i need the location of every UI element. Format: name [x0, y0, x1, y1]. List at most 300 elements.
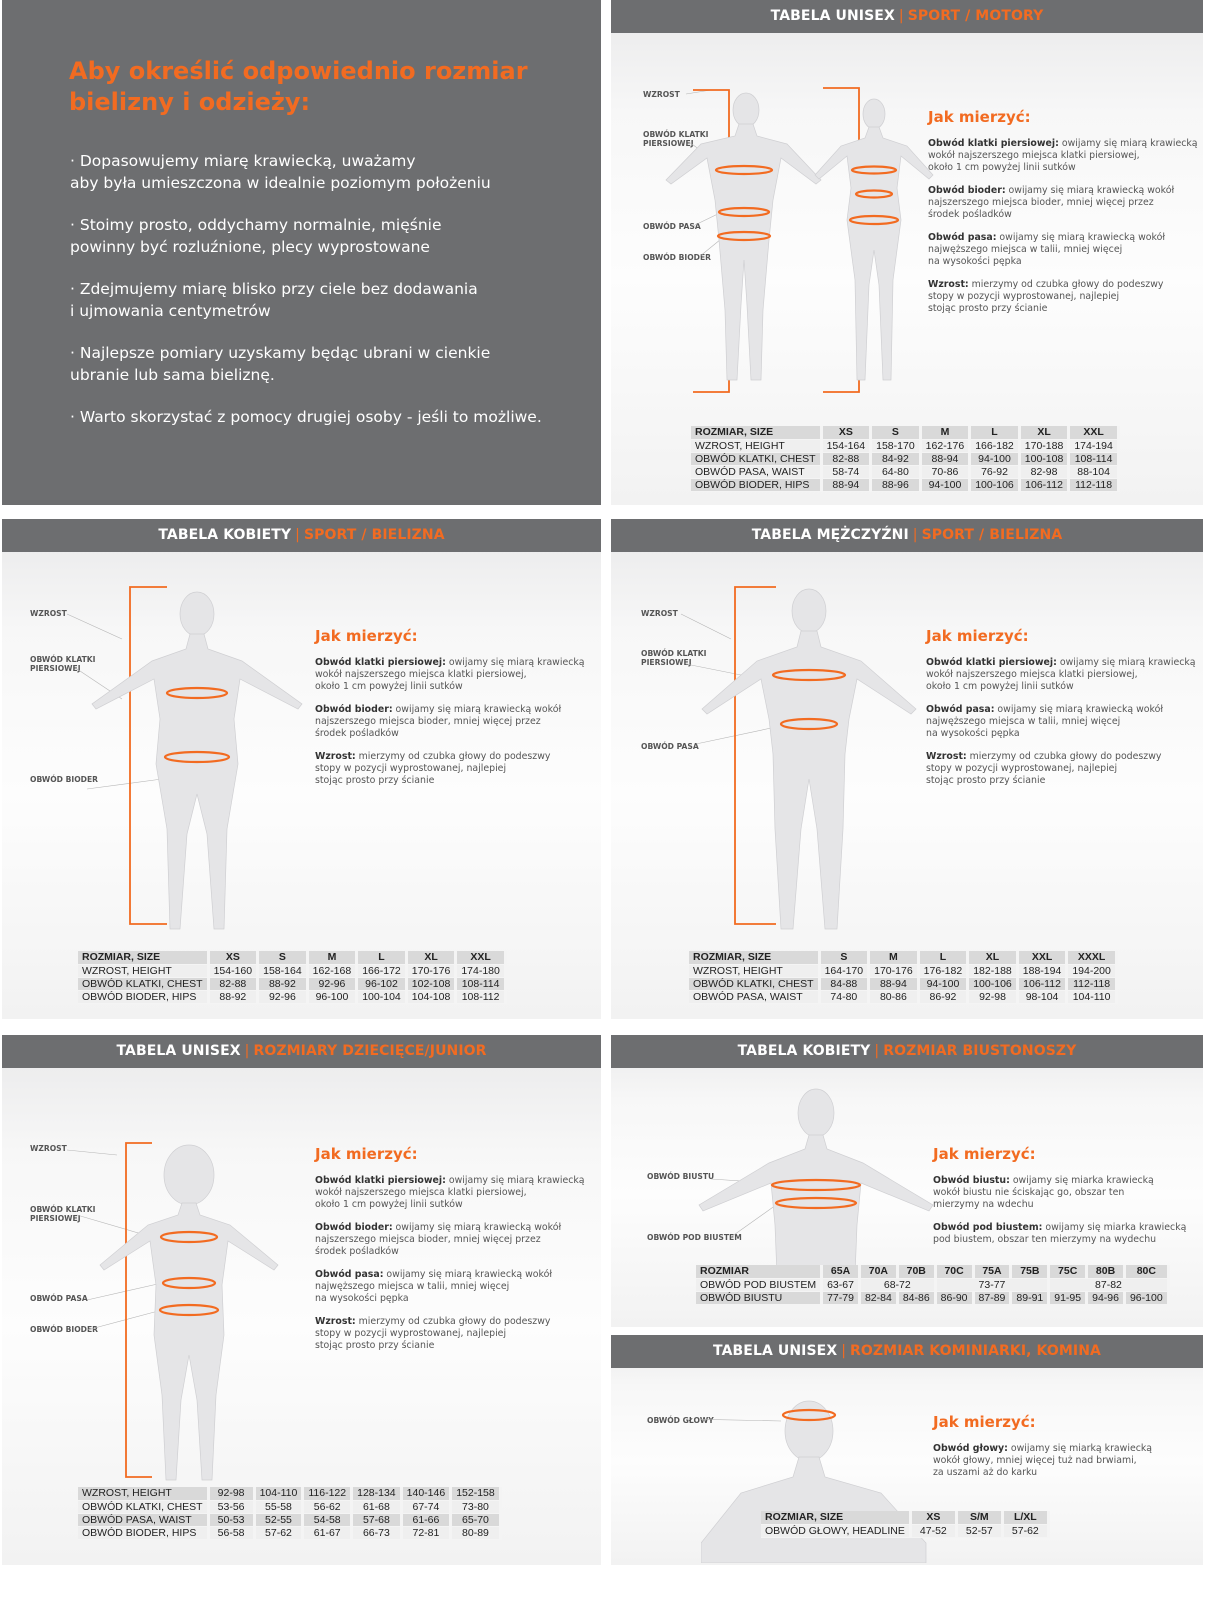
- table-cell: 100-106: [970, 478, 1020, 491]
- waist-instruction: [928, 232, 1198, 268]
- table-cell: 154-160: [208, 964, 258, 977]
- table-cell: 158-164: [258, 964, 308, 977]
- table-cell: 56-58: [208, 1526, 254, 1539]
- row-label: WZROST, HEIGHT: [691, 439, 821, 452]
- row-label: OBWÓD BIUSTU: [696, 1291, 822, 1304]
- table-row: [696, 1278, 1168, 1291]
- table-cell: 50-53: [208, 1513, 254, 1526]
- table-cell: L: [970, 426, 1020, 439]
- how-to-measure: [315, 1145, 585, 1363]
- table-cell: 73-80: [451, 1500, 501, 1513]
- table-cell: 96-100: [307, 990, 357, 1003]
- bra-panel: [611, 1035, 1203, 1327]
- unisex-sport-panel: [611, 0, 1203, 505]
- hips-term: Obwód bioder:: [315, 1222, 393, 1233]
- header-separator: |: [841, 1343, 847, 1359]
- table-cell: 65-70: [451, 1513, 501, 1526]
- woman-mannequin-figure: [2, 579, 312, 954]
- bust-instruction: [933, 1175, 1198, 1211]
- panel-header: [611, 519, 1203, 552]
- table-cell: S: [871, 426, 921, 439]
- panel-header: [611, 1335, 1203, 1368]
- table-cell: 55-58: [254, 1500, 303, 1513]
- header-title: TABELA UNISEX: [116, 1043, 241, 1059]
- table-cell: 166-182: [970, 439, 1020, 452]
- table-cell: 75C: [1049, 1265, 1087, 1278]
- table-cell: 65A: [822, 1265, 860, 1278]
- chest-text: owijamy się miarą krawiecką wokół najszerszego miejsca klatki piersiowej, około 1 cm powyżej linii sutków: [315, 657, 585, 692]
- table-cell: 70-86: [920, 465, 970, 478]
- row-label: OBWÓD KLATKI, CHEST: [78, 1500, 208, 1513]
- table-cell: 92-98: [968, 990, 1018, 1003]
- how-title: Jak mierzyć:: [926, 627, 1029, 645]
- men-sport-panel: [611, 519, 1203, 1019]
- chest-text: owijamy się miarą krawiecką wokół najszerszego miejsca klatki piersiowej, około 1 cm powyżej linii sutków: [928, 138, 1198, 173]
- row-label: OBWÓD KLATKI, CHEST: [691, 452, 821, 465]
- table-cell: 106-112: [1017, 977, 1067, 990]
- label-chest: OBWÓD KLATKI PIERSIOWEJ: [641, 649, 707, 667]
- table-row: [689, 977, 1116, 990]
- table-cell: 88-104: [1069, 465, 1119, 478]
- header-separator: |: [244, 1043, 250, 1059]
- table-cell: XL: [406, 951, 456, 964]
- table-cell: 112-118: [1069, 478, 1119, 491]
- table-cell: 61-68: [352, 1500, 402, 1513]
- bust-mannequin-figure: [671, 1075, 951, 1275]
- mannequin-pair-figure: [611, 80, 941, 410]
- table-row: [696, 1291, 1168, 1304]
- label-chest: OBWÓD KLATKI PIERSIOWEJ: [30, 655, 96, 673]
- table-cell: 170-188: [1019, 439, 1069, 452]
- table-cell: 57-62: [1002, 1524, 1048, 1537]
- table-cell: 100-106: [968, 977, 1018, 990]
- intro-title: Aby określić odpowiednio rozmiar bielizny i odzieży:: [69, 57, 528, 116]
- table-cell: 104-108: [406, 990, 456, 1003]
- bra-size-table: [696, 1265, 1170, 1305]
- head-term: Obwód głowy:: [933, 1443, 1008, 1454]
- table-header-row: [696, 1265, 1168, 1278]
- table-cell: 158-170: [871, 439, 921, 452]
- table-cell: M: [869, 951, 919, 964]
- women-sport-panel: [2, 519, 601, 1019]
- chest-instruction: [926, 657, 1196, 693]
- table-cell: 88-94: [821, 478, 871, 491]
- table-row: [691, 465, 1118, 478]
- table-cell: 88-92: [258, 977, 308, 990]
- label-chest: OBWÓD KLATKI PIERSIOWEJ: [643, 130, 709, 148]
- bust-text: owijamy się miarka krawiecką wokół biustu nie ściskając go, obszar ten mierzymy na wdechu: [933, 1175, 1154, 1210]
- table-cell: 86-92: [918, 990, 968, 1003]
- height-instruction: [928, 279, 1198, 315]
- how-to-measure: [928, 108, 1198, 326]
- table-cell: 66-73: [352, 1526, 402, 1539]
- table-cell: 92-96: [307, 977, 357, 990]
- intro-panel: [2, 0, 601, 505]
- table-cell: 152-158: [451, 1487, 501, 1500]
- table-cell: 182-188: [968, 964, 1018, 977]
- tip-item: · Dopasowujemy miarę krawiecką, uważamy aby była umieszczona w idealnie poziomym położeniu: [70, 152, 491, 192]
- header-title: TABELA KOBIETY: [737, 1043, 871, 1059]
- table-cell: 98-104: [1017, 990, 1067, 1003]
- bust-term: Obwód biustu:: [933, 1175, 1010, 1186]
- chest-instruction: [315, 1175, 585, 1211]
- row-label: ROZMIAR: [696, 1265, 822, 1278]
- table-cell: 128-134: [352, 1487, 402, 1500]
- table-cell: 54-58: [303, 1513, 352, 1526]
- chest-term: Obwód klatki piersiowej:: [928, 138, 1059, 149]
- chest-text: owijamy się miarą krawiecką wokół najszerszego miejsca klatki piersiowej, około 1 cm powyżej linii sutków: [315, 1175, 585, 1210]
- table-cell: 106-112: [1019, 478, 1069, 491]
- hips-text: owijamy się miarą krawiecką wokół najszerszego miejsca bioder, mniej więcej przez środek pośladków: [315, 704, 562, 739]
- table-cell: 96-100: [1124, 1291, 1168, 1304]
- panel-header: [611, 1035, 1203, 1068]
- table-cell: 67-74: [401, 1500, 451, 1513]
- how-title: Jak mierzyć:: [933, 1413, 1036, 1431]
- chest-term: Obwód klatki piersiowej:: [926, 657, 1057, 668]
- row-label: OBWÓD GŁOWY, HEADLINE: [761, 1524, 910, 1537]
- table-cell: 94-96: [1087, 1291, 1125, 1304]
- table-cell: XXL: [456, 951, 506, 964]
- header-subtitle: SPORT / BIELIZNA: [921, 527, 1063, 543]
- row-label: WZROST, HEIGHT: [78, 1487, 208, 1500]
- table-cell: XXL: [1017, 951, 1067, 964]
- table-cell: 108-114: [1069, 452, 1119, 465]
- table-cell: 77-79: [822, 1291, 860, 1304]
- label-chest: OBWÓD KLATKI PIERSIOWEJ: [30, 1205, 96, 1223]
- table-cell: 92-96: [258, 990, 308, 1003]
- height-term: Wzrost:: [315, 1316, 356, 1327]
- table-cell: 84-88: [819, 977, 869, 990]
- row-label: OBWÓD PASA, WAIST: [691, 465, 821, 478]
- table-cell: 176-182: [918, 964, 968, 977]
- label-waist: OBWÓD PASA: [641, 742, 699, 751]
- child-mannequin-figure: [2, 1115, 312, 1495]
- table-cell: 80C: [1124, 1265, 1168, 1278]
- table-cell: 89-91: [1011, 1291, 1049, 1304]
- table-cell: 80B: [1087, 1265, 1125, 1278]
- header-subtitle: SPORT / MOTORY: [907, 8, 1044, 24]
- height-term: Wzrost:: [928, 279, 969, 290]
- table-cell: 87-89: [973, 1291, 1011, 1304]
- header-title: TABELA KOBIETY: [158, 527, 292, 543]
- head-instruction: [933, 1443, 1198, 1479]
- table-cell: 72-81: [401, 1526, 451, 1539]
- table-cell: 47-52: [910, 1524, 956, 1537]
- row-label: WZROST, HEIGHT: [689, 964, 819, 977]
- table-cell: XL: [968, 951, 1018, 964]
- table-cell: 76-92: [970, 465, 1020, 478]
- row-label: OBWÓD PASA, WAIST: [689, 990, 819, 1003]
- table-cell: 68-72: [859, 1278, 935, 1291]
- panel-header: [2, 1035, 601, 1068]
- row-label: ROZMIAR, SIZE: [78, 951, 208, 964]
- label-under-bust: OBWÓD POD BIUSTEM: [647, 1233, 742, 1242]
- panel-header: [611, 0, 1203, 33]
- hood-panel: [611, 1335, 1203, 1565]
- row-label: OBWÓD KLATKI, CHEST: [78, 977, 208, 990]
- table-cell: 188-194: [1017, 964, 1067, 977]
- header-subtitle: ROZMIAR KOMINIARKI, KOMINA: [850, 1343, 1101, 1359]
- tip-item: · Stoimy prosto, oddychamy normalnie, mięśnie powinny być rozluźnione, plecy wyprostowane: [70, 216, 442, 256]
- height-term: Wzrost:: [315, 751, 356, 762]
- label-height: WZROST: [30, 1144, 67, 1153]
- table-row: [761, 1511, 1048, 1524]
- table-cell: 140-146: [401, 1487, 451, 1500]
- table-row: [691, 439, 1118, 452]
- under-bust-term: Obwód pod biustem:: [933, 1222, 1043, 1233]
- row-label: OBWÓD PASA, WAIST: [78, 1513, 208, 1526]
- hips-instruction: [315, 1222, 585, 1258]
- row-label: ROZMIAR, SIZE: [691, 426, 821, 439]
- table-cell: 102-108: [406, 977, 456, 990]
- chest-term: Obwód klatki piersiowej:: [315, 1175, 446, 1186]
- table-cell: M: [307, 951, 357, 964]
- table-row: [78, 977, 505, 990]
- height-text: mierzymy od czubka głowy do podeszwy stopy w pozycji wyprostowanej, najlepiej stojąc prosto przy ścianie: [315, 751, 551, 786]
- intro-tips: [70, 150, 590, 448]
- panel-header: [2, 519, 601, 552]
- table-cell: 174-194: [1069, 439, 1119, 452]
- table-cell: 74-80: [819, 990, 869, 1003]
- hips-term: Obwód bioder:: [315, 704, 393, 715]
- table-cell: 91-95: [1049, 1291, 1087, 1304]
- table-row: [78, 951, 505, 964]
- table-row: [689, 990, 1116, 1003]
- how-title: Jak mierzyć:: [928, 108, 1031, 126]
- table-cell: 84-86: [897, 1291, 935, 1304]
- chest-text: owijamy się miarą krawiecką wokół najszerszego miejsca klatki piersiowej, około 1 cm powyżej linii sutków: [926, 657, 1196, 692]
- table-row: [78, 1513, 500, 1526]
- waist-term: Obwód pasa:: [928, 232, 997, 243]
- row-label: ROZMIAR, SIZE: [761, 1511, 910, 1524]
- label-hips: OBWÓD BIODER: [30, 1325, 99, 1334]
- label-bust: OBWÓD BIUSTU: [647, 1172, 715, 1181]
- label-waist: OBWÓD PASA: [30, 1294, 88, 1303]
- row-label: WZROST, HEIGHT: [78, 964, 208, 977]
- how-to-measure: [933, 1145, 1198, 1257]
- table-row: [691, 478, 1118, 491]
- hips-instruction: [315, 704, 585, 740]
- table-cell: 100-104: [357, 990, 407, 1003]
- hips-term: Obwód bioder:: [928, 185, 1006, 196]
- header-separator: |: [898, 8, 904, 24]
- table-cell: 174-180: [456, 964, 506, 977]
- row-label: OBWÓD BIODER, HIPS: [78, 990, 208, 1003]
- table-cell: S: [258, 951, 308, 964]
- table-row: [691, 452, 1118, 465]
- label-height: WZROST: [30, 609, 67, 618]
- table-cell: XXL: [1069, 426, 1119, 439]
- size-table: [761, 1511, 1050, 1538]
- table-cell: 164-170: [819, 964, 869, 977]
- row-label: OBWÓD BIODER, HIPS: [78, 1526, 208, 1539]
- how-to-measure: [933, 1413, 1198, 1490]
- table-cell: 70C: [935, 1265, 973, 1278]
- how-title: Jak mierzyć:: [315, 1145, 418, 1163]
- table-cell: 82-88: [208, 977, 258, 990]
- table-cell: 80-86: [869, 990, 919, 1003]
- label-head: OBWÓD GŁOWY: [647, 1416, 714, 1425]
- table-cell: 82-98: [1019, 465, 1069, 478]
- table-cell: 104-110: [254, 1487, 303, 1500]
- label-height: WZROST: [641, 609, 678, 618]
- table-cell: M: [920, 426, 970, 439]
- label-hips: OBWÓD BIODER: [643, 253, 712, 262]
- man-mannequin-figure: [611, 579, 921, 954]
- table-cell: 116-122: [303, 1487, 352, 1500]
- table-cell: 52-57: [956, 1524, 1002, 1537]
- table-cell: XS: [821, 426, 871, 439]
- table-cell: 86-90: [935, 1291, 973, 1304]
- size-table: [691, 426, 1120, 492]
- how-to-measure: [926, 627, 1196, 798]
- table-row: [689, 951, 1116, 964]
- table-cell: 82-88: [821, 452, 871, 465]
- table-cell: 170-176: [406, 964, 456, 977]
- waist-instruction: [926, 704, 1196, 740]
- table-cell: 94-100: [920, 478, 970, 491]
- table-row: [78, 964, 505, 977]
- under-bust-text: owijamy się miarka krawiecką pod biustem, obszar ten mierzymy na wydechu: [933, 1222, 1187, 1245]
- table-row: [78, 1487, 500, 1500]
- label-height: WZROST: [643, 90, 680, 99]
- table-row: [78, 1500, 500, 1513]
- table-cell: 92-98: [208, 1487, 254, 1500]
- table-cell: 63-67: [822, 1278, 860, 1291]
- header-title: TABELA UNISEX: [770, 8, 895, 24]
- table-row: [78, 990, 505, 1003]
- table-cell: 112-118: [1067, 977, 1117, 990]
- waist-term: Obwód pasa:: [315, 1269, 384, 1280]
- table-cell: XS: [208, 951, 258, 964]
- height-text: mierzymy od czubka głowy do podeszwy stopy w pozycji wyprostowanej, najlepiej stojąc prosto przy ścianie: [926, 751, 1162, 786]
- height-text: mierzymy od czubka głowy do podeszwy stopy w pozycji wyprostowanej, najlepiej stojąc prosto przy ścianie: [928, 279, 1164, 314]
- header-subtitle: SPORT / BIELIZNA: [303, 527, 445, 543]
- table-cell: 88-94: [920, 452, 970, 465]
- table-cell: 70B: [897, 1265, 935, 1278]
- table-cell: 194-200: [1067, 964, 1117, 977]
- row-label: OBWÓD POD BIUSTEM: [696, 1278, 822, 1291]
- table-cell: 52-55: [254, 1513, 303, 1526]
- table-cell: L: [357, 951, 407, 964]
- header-separator: |: [912, 527, 918, 543]
- header-separator: |: [295, 527, 300, 543]
- hips-text: owijamy się miarą krawiecką wokół najszerszego miejsca bioder, mniej więcej przez środek pośladków: [315, 1222, 562, 1257]
- table-cell: 80-89: [451, 1526, 501, 1539]
- table-cell: 166-172: [357, 964, 407, 977]
- tip-item: · Najlepsze pomiary uzyskamy będąc ubrani w cienkie ubranie lub sama bieliznę.: [70, 344, 491, 384]
- height-term: Wzrost:: [926, 751, 967, 762]
- header-subtitle: ROZMIAR BIUSTONOSZY: [883, 1043, 1077, 1059]
- table-cell: 64-80: [871, 465, 921, 478]
- table-row: [691, 426, 1118, 439]
- table-cell: L: [918, 951, 968, 964]
- waist-text: owijamy się miarą krawiecką wokół najwęższego miejsca w talii, mniej więcej na wysokości pępka: [928, 232, 1166, 267]
- tip-item: · Warto skorzystać z pomocy drugiej osoby - jeśli to możliwe.: [70, 408, 542, 426]
- table-cell: 94-100: [918, 977, 968, 990]
- hips-instruction: [928, 185, 1198, 221]
- table-cell: 84-92: [871, 452, 921, 465]
- table-cell: 61-66: [401, 1513, 451, 1526]
- table-cell: 87-82: [1049, 1278, 1168, 1291]
- table-cell: 96-102: [357, 977, 407, 990]
- table-cell: 75B: [1011, 1265, 1049, 1278]
- table-cell: 154-164: [821, 439, 871, 452]
- under-bust-instruction: [933, 1222, 1198, 1246]
- height-instruction: [315, 751, 585, 787]
- row-label: OBWÓD BIODER, HIPS: [691, 478, 821, 491]
- waist-text: owijamy się miarą krawiecką wokół najwęższego miejsca w talii, mniej więcej na wysokości pępka: [315, 1269, 553, 1304]
- table-cell: 162-176: [920, 439, 970, 452]
- how-title: Jak mierzyć:: [933, 1145, 1036, 1163]
- table-cell: L/XL: [1002, 1511, 1048, 1524]
- row-label: ROZMIAR, SIZE: [689, 951, 819, 964]
- height-text: mierzymy od czubka głowy do podeszwy stopy w pozycji wyprostowanej, najlepiej stojąc prosto przy ścianie: [315, 1316, 551, 1351]
- table-cell: XL: [1019, 426, 1069, 439]
- table-cell: 58-74: [821, 465, 871, 478]
- table-cell: XS: [910, 1511, 956, 1524]
- label-hips: OBWÓD BIODER: [30, 775, 99, 784]
- chest-term: Obwód klatki piersiowej:: [315, 657, 446, 668]
- table-cell: 53-56: [208, 1500, 254, 1513]
- table-cell: 162-168: [307, 964, 357, 977]
- table-cell: 73-77: [935, 1278, 1049, 1291]
- table-row: [689, 964, 1116, 977]
- table-cell: 56-62: [303, 1500, 352, 1513]
- table-cell: 70A: [859, 1265, 897, 1278]
- label-waist: OBWÓD PASA: [643, 222, 701, 231]
- table-cell: 82-84: [859, 1291, 897, 1304]
- height-instruction: [926, 751, 1196, 787]
- table-cell: 61-67: [303, 1526, 352, 1539]
- table-cell: 88-94: [869, 977, 919, 990]
- row-label: OBWÓD KLATKI, CHEST: [689, 977, 819, 990]
- table-cell: 94-100: [970, 452, 1020, 465]
- waist-instruction: [315, 1269, 585, 1305]
- header-title: TABELA UNISEX: [713, 1343, 838, 1359]
- tip-item: · Zdejmujemy miarę blisko przy ciele bez dodawania i ujmowania centymetrów: [70, 280, 478, 320]
- table-row: [761, 1524, 1048, 1537]
- chest-instruction: [928, 138, 1198, 174]
- table-cell: 57-62: [254, 1526, 303, 1539]
- table-cell: XXXL: [1067, 951, 1117, 964]
- height-instruction: [315, 1316, 585, 1352]
- table-cell: S: [819, 951, 869, 964]
- waist-text: owijamy się miarą krawiecką wokół najwęższego miejsca w talii, mniej więcej na wysokości pępka: [926, 704, 1164, 739]
- table-cell: 170-176: [869, 964, 919, 977]
- head-text: owijamy się miarką krawiecką wokół głowy, mniej więcej tuż nad brwiami, za uszami aż do karku: [933, 1443, 1153, 1478]
- how-title: Jak mierzyć:: [315, 627, 418, 645]
- table-cell: 108-114: [456, 977, 506, 990]
- size-table: [78, 1487, 502, 1540]
- how-to-measure: [315, 627, 585, 798]
- table-cell: 104-110: [1067, 990, 1117, 1003]
- table-cell: 57-68: [352, 1513, 402, 1526]
- table-cell: 88-96: [871, 478, 921, 491]
- waist-term: Obwód pasa:: [926, 704, 995, 715]
- size-table: [689, 951, 1118, 1004]
- header-subtitle: ROZMIARY DZIECIĘCE/JUNIOR: [253, 1043, 487, 1059]
- size-table: [78, 951, 507, 1004]
- table-cell: S/M: [956, 1511, 1002, 1524]
- chest-instruction: [315, 657, 585, 693]
- table-cell: 75A: [973, 1265, 1011, 1278]
- table-row: [78, 1526, 500, 1539]
- table-cell: 88-92: [208, 990, 258, 1003]
- table-cell: 100-108: [1019, 452, 1069, 465]
- hips-text: owijamy się miarą krawiecką wokół najszerszego miejsca bioder, mniej więcej przez środek pośladków: [928, 185, 1175, 220]
- header-title: TABELA MĘŻCZYŹNI: [751, 527, 909, 543]
